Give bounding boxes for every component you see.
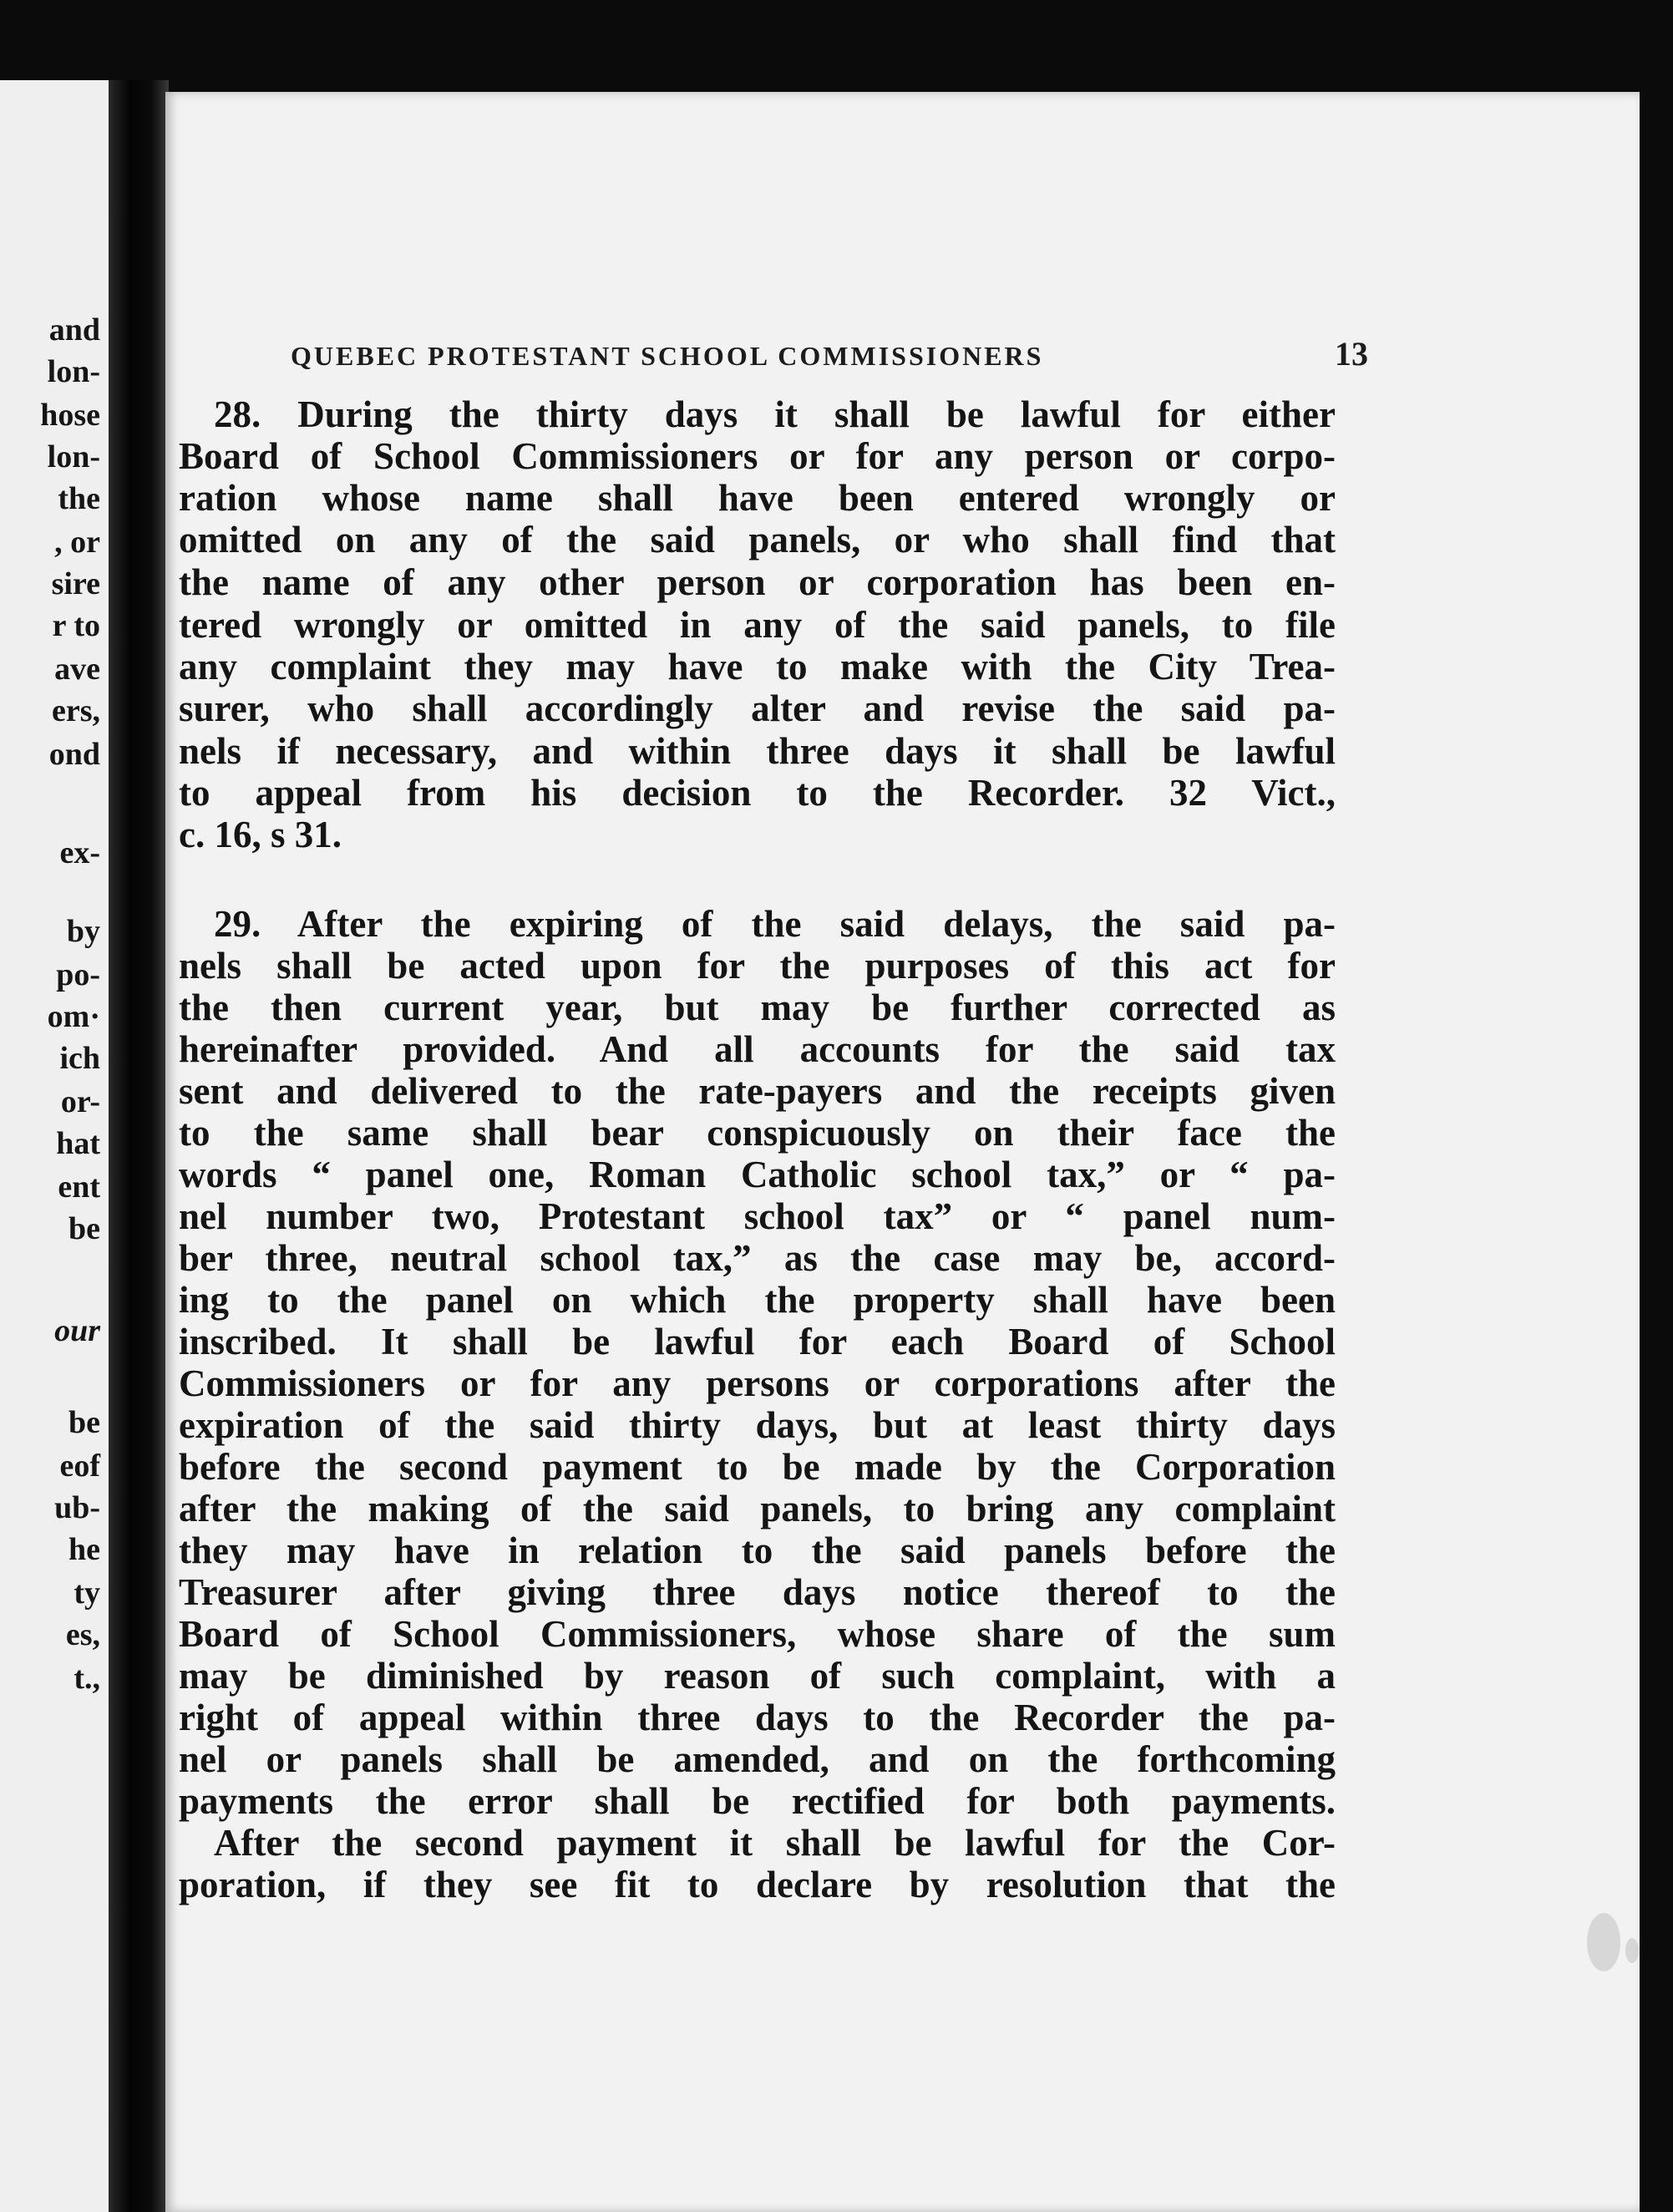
scan-speck: [1625, 1938, 1639, 1963]
paragraph-line: sent and delivered to the rate-payers and the receipts given: [179, 1070, 1336, 1112]
paragraph-line: [214, 902, 1336, 946]
fragment-line: lon-: [47, 354, 100, 389]
paragraph-line: omitted on any of the said panels, or who shall find that: [179, 519, 1336, 561]
paragraph-line: nel or panels shall be amended, and on the forthcoming: [179, 1738, 1336, 1780]
paragraph-line: Board of School Commissioners, whose share of the sum: [179, 1613, 1336, 1655]
previous-page-edge: [0, 80, 109, 2212]
main-page: [165, 92, 1640, 2212]
fragment-line: or-: [60, 1084, 100, 1119]
fragment-line: ty: [74, 1575, 100, 1611]
fragment-line: om·: [47, 999, 100, 1034]
paragraph-line: any complaint they may have to make with the City Trea-: [179, 646, 1336, 687]
fragment-line: and: [48, 312, 100, 348]
paragraph-line: to the same shall bear conspicuously on their face the: [179, 1112, 1336, 1154]
paragraph-line: Treasurer after giving three days notice thereof to the: [179, 1571, 1336, 1613]
paragraph-line: may be diminished by reason of such complaint, with a: [179, 1655, 1336, 1697]
paragraph-line: expiration of the said thirty days, but at least thirty days: [179, 1404, 1336, 1446]
paragraph-line: [214, 393, 1336, 436]
fragment-line: ond: [48, 737, 100, 772]
paragraph-line: hereinafter provided. And all accounts for the said tax: [179, 1028, 1336, 1070]
fragment-line: ub-: [54, 1490, 100, 1525]
line-text: After the expiring of the said delays, the said pa-: [261, 903, 1336, 945]
paragraph-line: nel number two, Protestant school tax” or “ panel num-: [179, 1195, 1336, 1237]
paragraph-line: they may have in relation to the said panels before the: [179, 1530, 1336, 1571]
paragraph-line: nels shall be acted upon for the purposes of this act for: [179, 945, 1336, 987]
fragment-line: es,: [65, 1617, 100, 1652]
fragment-line: by: [66, 914, 100, 949]
paragraph-line: the then current year, but may be further corrected as: [179, 987, 1336, 1028]
fragment-line: be: [68, 1405, 100, 1440]
fragment-line: r to: [52, 608, 100, 643]
section-number: 28.: [214, 393, 261, 435]
fragment-line: ich: [59, 1041, 100, 1076]
fragment-line: ers,: [51, 693, 100, 728]
paragraph-line: Board of School Commissioners or for any person or corpo-: [179, 435, 1336, 477]
fragment-line: po-: [56, 957, 100, 992]
fragment-line: he: [68, 1532, 100, 1567]
fragment-line: be: [68, 1211, 100, 1246]
paragraph-line: ber three, neutral school tax,” as the case may be, accord-: [179, 1237, 1336, 1279]
paragraph-line: right of appeal within three days to the Recorder the pa-: [179, 1697, 1336, 1738]
fragment-line: ent: [58, 1169, 100, 1205]
paragraph-line: inscribed. It shall be lawful for each Board of School: [179, 1321, 1336, 1362]
paragraph-line: Commissioners or for any persons or corporations after the: [179, 1362, 1336, 1404]
paragraph-line: words “ panel one, Roman Catholic school tax,” or “ pa-: [179, 1154, 1336, 1195]
scan-speck: [1587, 1913, 1620, 1971]
paragraph-line: before the second payment to be made by the Corporation: [179, 1446, 1336, 1488]
page-number: 13: [1335, 335, 1368, 373]
paragraph-line: payments the error shall be rectified for both payments.: [179, 1780, 1336, 1822]
line-text: During the thirty days it shall be lawful for either: [261, 393, 1336, 435]
fragment-line: ex-: [59, 835, 100, 870]
fragment-line: hat: [56, 1126, 100, 1161]
paragraph-line: tered wrongly or omitted in any of the said panels, to file: [179, 604, 1336, 646]
fragment-line: t.,: [74, 1661, 100, 1696]
section-number: 29.: [214, 903, 261, 945]
paragraph-line: After the second payment it shall be lawful for the Cor-: [214, 1822, 1336, 1864]
fragment-line: the: [58, 481, 100, 516]
fragment-line: hose: [40, 398, 100, 433]
paragraph-line: surer, who shall accordingly alter and revise the said pa-: [179, 687, 1336, 729]
paragraph-line: c. 16, s 31.: [179, 814, 342, 855]
running-head: QUEBEC PROTESTANT SCHOOL COMMISSIONERS: [291, 341, 1044, 371]
paragraph-line: the name of any other person or corporation has been en-: [179, 561, 1336, 603]
paragraph-line: to appeal from his decision to the Recorder. 32 Vict.,: [179, 772, 1336, 814]
paragraph-line: poration, if they see fit to declare by resolution that the: [179, 1864, 1336, 1905]
paragraph-line: after the making of the said panels, to bring any complaint: [179, 1488, 1336, 1530]
fragment-line: ave: [54, 652, 100, 687]
paragraph-line: ing to the panel on which the property shall have been: [179, 1279, 1336, 1321]
binding-gutter: [109, 80, 169, 2212]
fragment-line: lon-: [47, 439, 100, 474]
fragment-line: our: [54, 1313, 100, 1348]
fragment-line: sire: [51, 566, 100, 601]
page-header: [291, 334, 1368, 373]
fragment-line: , or: [54, 525, 100, 560]
paragraph-line: ration whose name shall have been entered wrongly or: [179, 477, 1336, 519]
paragraph-line: nels if necessary, and within three days it shall be lawful: [179, 730, 1336, 772]
fragment-line: eof: [59, 1448, 100, 1484]
